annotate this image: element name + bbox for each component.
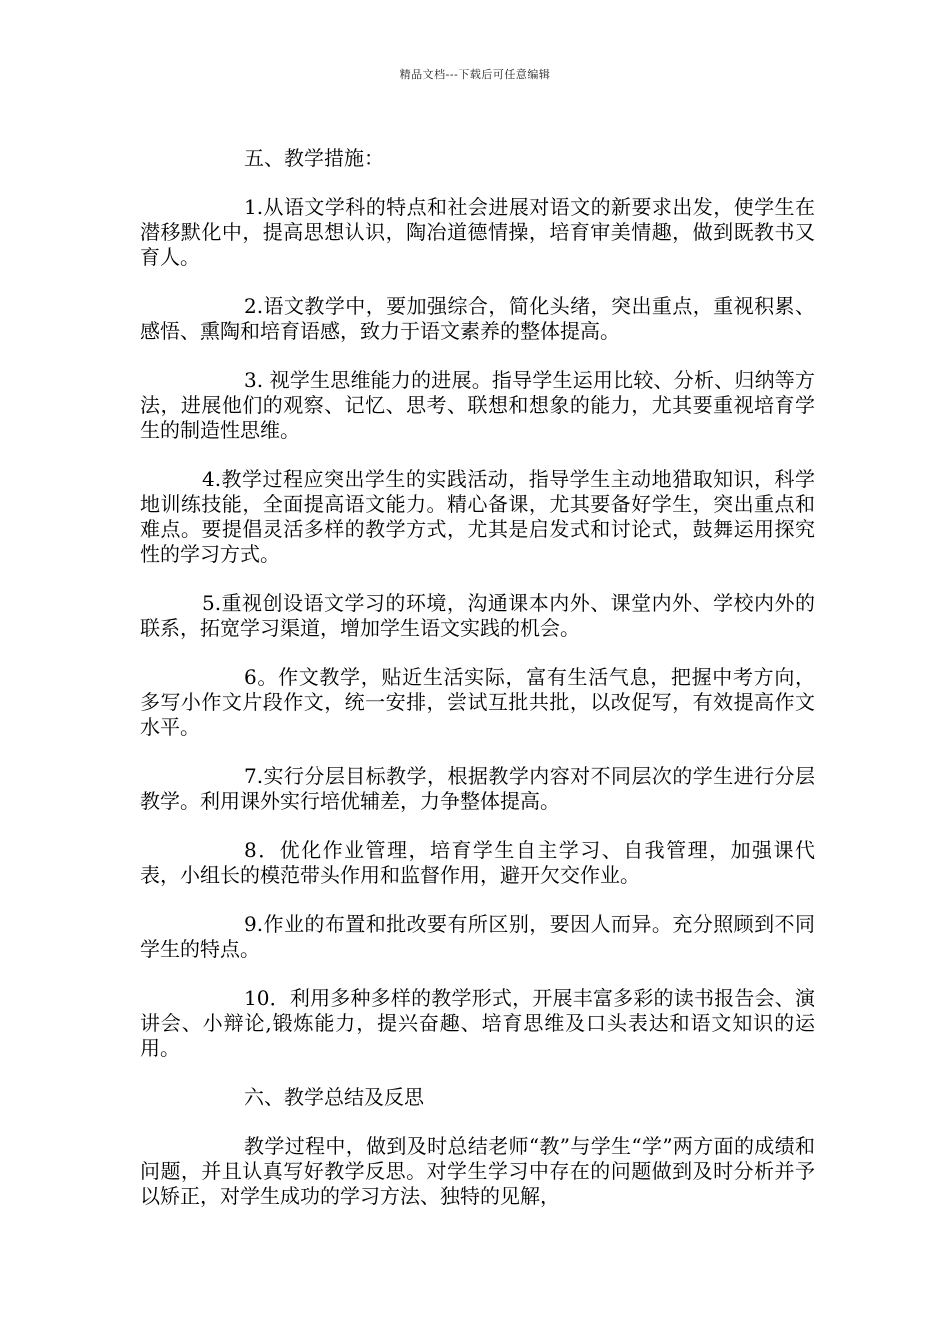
paragraph-item-3: 3. 视学生思维能力的进展。指导学生运用比较、分析、归纳等方法，进展他们的观察、记忆、思考、联想和想象的能力，尤其要重视培育学生的制造性思维。 [140,368,815,442]
page-header: 精品文档---下载后可任意编辑 [399,68,551,81]
section-heading-summary: 六、教学总结及反思 [244,1085,424,1109]
paragraph-item-6: 6。作文教学，贴近生活实际，富有生活气息，把握中考方向，多写小作文片段作文，统一安排，尝试互批共批，以改促写，有效提高作文水平。 [140,665,815,739]
paragraph-item-1: 1.从语文学科的特点和社会进展对语文的新要求出发，使学生在潜移默化中，提高思想认识，陶冶道德情操，培育审美情趣，做到既教书又育人。 [140,195,815,269]
paragraph-item-2: 2.语文教学中，要加强综合，简化头绪，突出重点，重视积累、感悟、熏陶和培育语感，致力于语文素养的整体提高。 [140,294,815,343]
paragraph-item-9: 9.作业的布置和批改要有所区别，要因人而异。充分照顾到不同学生的特点。 [140,912,815,961]
paragraph-item-10: 10．利用多种多样的教学形式，开展丰富多彩的读书报告会、演讲会、小辩论,锻炼能力，提兴奋趣、培育思维及口头表达和语文知识的运用。 [140,986,815,1060]
document-body [140,146,815,1233]
paragraph-summary: 教学过程中，做到及时总结老师“教”与学生“学”两方面的成绩和问题，并且认真写好教学反思。对学生学习中存在的问题做到及时分析并予以矫正，对学生成功的学习方法、独特的见解， [140,1134,815,1208]
paragraph-item-4: 4.教学过程应突出学生的实践活动，指导学生主动地猎取知识，科学地训练技能，全面提高语文能力。精心备课，尤其要备好学生，突出重点和难点。要提倡灵活多样的教学方式，尤其是启发式和讨论式，鼓舞运用探究性的学习方式。 [140,467,815,566]
section-heading-measures: 五、教学措施： [244,146,384,170]
paragraph-item-7: 7.实行分层目标教学，根据教学内容对不同层次的学生进行分层教学。利用课外实行培优辅差，力争整体提高。 [140,764,815,813]
paragraph-item-5: 5.重视创设语文学习的环境，沟通课本内外、课堂内外、学校内外的联系，拓宽学习渠道，增加学生语文实践的机会。 [140,591,815,640]
paragraph-item-8: 8．优化作业管理，培育学生自主学习、自我管理，加强课代表，小组长的模范带头作用和监督作用，避开欠交作业。 [140,838,815,887]
